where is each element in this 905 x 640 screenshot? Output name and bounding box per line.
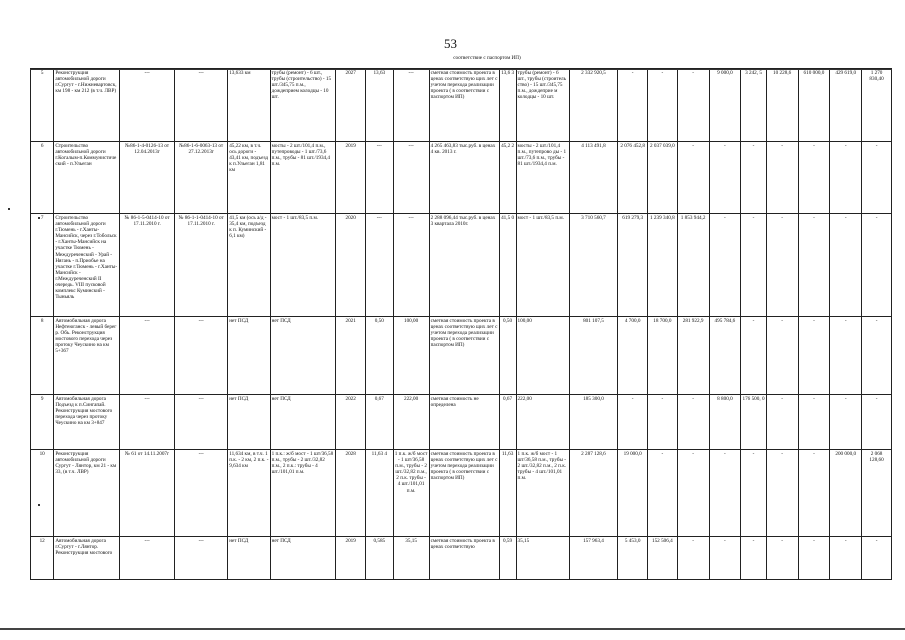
table-cell: -	[618, 395, 648, 450]
table-cell: -	[830, 395, 862, 450]
table-cell: 0,50	[499, 317, 516, 395]
table-cell: 2 332 920,5	[569, 69, 618, 142]
table-cell: 2019	[336, 142, 366, 214]
table-cell: 13,63	[366, 69, 394, 142]
table-cell: 2 037 039,0	[648, 142, 678, 214]
table-row	[31, 142, 892, 214]
table-cell: -	[648, 395, 678, 450]
table-cell: -	[830, 317, 862, 395]
table-cell: -	[798, 317, 830, 395]
table-cell: -	[709, 450, 741, 537]
table-cell: 2022	[336, 395, 366, 450]
table-cell: ---	[120, 69, 175, 142]
table-cell: №86-1-4-0126-13 от 12.04.2013г	[120, 142, 175, 214]
top-note: соответствие с паспортом ИП)	[453, 55, 521, 61]
table-cell: ---	[393, 69, 429, 142]
table-cell: Строительство автомобильной дороги г.Тюмень - г.Ханты-Мансийск, через г.Тобольск - г.Ханты-Мансийск на участке Тюмень - Междуреченский - Урай - Нягань - п.Приобье на участке г.Тюмень - г.Ханты-Мансийск - г.Междуреченский II очередь. VIII пусковой комплекс Куминский - Тыньяль	[54, 214, 120, 317]
table-cell: 45,2 2	[499, 142, 516, 214]
table-cell: -	[677, 395, 709, 450]
table-row	[31, 537, 892, 580]
table-cell: -	[766, 142, 798, 214]
table-row	[31, 317, 892, 395]
table-cell: 5	[31, 69, 54, 142]
table-cell: -	[766, 450, 798, 537]
table-cell: Реконструкция автомобильной дороги г.Сургут - г.Нижневартовск, км 198 - км 212 (в т.ч. ЛВР)	[54, 69, 120, 142]
table-cell: 2027	[336, 69, 366, 142]
table-cell: 1 п.к.: ж/б мост - 1 шт/36,58 п.м., трубы - 2 шт./32,82 п.м., 2 п.к.: трубы - 4 шт./101,01 п.м.	[270, 450, 336, 537]
table-cell: нет ПСД	[228, 537, 270, 580]
table-cell: 9 000,0	[709, 69, 741, 142]
scan-speck	[8, 208, 10, 210]
table-cell: 222,00	[516, 395, 569, 450]
table-cell: 35,15	[393, 537, 429, 580]
table-cell: нет ПСД	[270, 317, 336, 395]
table-cell: -	[862, 317, 892, 395]
table-cell: -	[766, 537, 798, 580]
table-cell: -	[618, 69, 648, 142]
table-cell: № 61 от 14.11.2007г	[120, 450, 175, 537]
table-cell: 176 500, 0	[741, 395, 766, 450]
table-cell: 1 п.к. ж/б мост - 1 шт/36,58 п.м., трубы - 2 шт./32,82 п.м., 2 п.к. трубы - 4 шт./101,01 п.м.	[516, 450, 569, 537]
table-cell: 3 710 560,7	[569, 214, 618, 317]
table-cell: ---	[120, 395, 175, 450]
table-cell: -	[677, 142, 709, 214]
table-cell: 610 000,0	[798, 69, 830, 142]
table-cell: 11,63 4	[366, 450, 394, 537]
table-cell: 1 239 340,8	[648, 214, 678, 317]
table-cell: мосты - 2 шт./101,4 п.м., путепрово ды - 1 шт./73,6 п.м., трубы - 81 шт./1934,4 п.м.	[516, 142, 569, 214]
table-cell: 5 453,0	[618, 537, 648, 580]
table-cell: 0,67	[366, 395, 394, 450]
table-cell: 1 п.к. ж/б мост - 1 шт/36,58 п.м., трубы - 2 шт./32,82 п.м., 2 п.к. трубы - 4 шт./101,01 п.м.	[393, 450, 429, 537]
table-cell: 8 800,0	[709, 395, 741, 450]
table-cell: сметная стоимость проекта в ценах соответствую	[429, 537, 499, 580]
table-cell: -	[741, 537, 766, 580]
table-cell: 619 279,3	[618, 214, 648, 317]
table-cell: -	[798, 142, 830, 214]
table-cell: ---	[366, 214, 394, 317]
page-bottom-edge	[0, 628, 905, 630]
scan-speck	[38, 217, 40, 219]
table-cell: 222,00	[393, 395, 429, 450]
table-cell: ---	[393, 142, 429, 214]
table-cell: -	[677, 537, 709, 580]
table-cell: 1 270 830,40	[862, 69, 892, 142]
table-cell: №86-1-6-0063-13 от 27.12.2013г	[175, 142, 228, 214]
table-cell: ---	[175, 395, 228, 450]
table-cell: 41,5 км (ось а/д - 35,4 км, подъезд к п. Куминский - 6,1 км)	[228, 214, 270, 317]
table-cell: ---	[366, 142, 394, 214]
table-cell: 12	[31, 537, 54, 580]
table-cell: 41,5 0	[499, 214, 516, 317]
table-cell: 2 076 452,8	[618, 142, 648, 214]
table-cell: сметная стоимость проекта в ценах соответствую щих лет с учетом перехода реализации проекта ( в соответствии с паспортом ИП)	[429, 317, 499, 395]
table-cell: трубы (ремонт) - 6 шт., трубы (строительство) - 15 шт./345,75 п.м., дождеприем колодцы - 10 шт.	[270, 69, 336, 142]
table-cell: ---	[175, 69, 228, 142]
table-cell: мост - 1 шт./83,5 п.м.	[270, 214, 336, 317]
table-cell: -	[766, 317, 798, 395]
table-cell: № 86-1-5-0414-10 от 17.11.2010 г.	[120, 214, 175, 317]
table-cell: 429 619,0	[830, 69, 862, 142]
table-cell: -	[798, 537, 830, 580]
table-cell: 100,00	[516, 317, 569, 395]
table-cell: 4 113 491,8	[569, 142, 618, 214]
table-cell: -	[648, 450, 678, 537]
table-cell: -	[798, 214, 830, 317]
table-cell: -	[830, 214, 862, 317]
table-cell: Автомобильная дорога Подъезд к п.Сингапай. Реконструкция мостового перехода через протоку Чеускино на км 3+847	[54, 395, 120, 450]
table-cell: 0,585	[366, 537, 394, 580]
table-row	[31, 214, 892, 317]
table-cell: -	[741, 450, 766, 537]
table-cell: сметная стоимость проекта в ценах соответствую щих лет с учетом перехода реализации проекта ( в соответствии с паспортом ИП)	[429, 450, 499, 537]
scan-line	[30, 69, 892, 70]
table-cell: 281 922,9	[677, 317, 709, 395]
table-cell: -	[741, 214, 766, 317]
table-cell: 2019	[336, 537, 366, 580]
table-cell: 2021	[336, 317, 366, 395]
table-cell: трубы (ремонт) - 6 шт., трубы (строитель ство) - 15 шт./345,75 п.м., дождеприе м колодцы - 10 шт.	[516, 69, 569, 142]
table-cell: -	[741, 317, 766, 395]
table-cell: 185 300,0	[569, 395, 618, 450]
table-cell: нет ПСД	[228, 395, 270, 450]
table-cell: -	[648, 69, 678, 142]
table-cell: 2 288 096,44 тыс.руб. в ценах 3 квартала 2010г.	[429, 214, 499, 317]
table-cell: -	[798, 395, 830, 450]
table-cell: № 86-1-1-0414-10 от 17.11.2010 г.	[175, 214, 228, 317]
works-table-sheet	[30, 68, 892, 580]
table-cell: -	[862, 214, 892, 317]
table-cell: Строительство автомобильной дороги г.Когалым-п.Коммунистиче ский - п.Ульеган	[54, 142, 120, 214]
table-cell: 18 700,0	[648, 317, 678, 395]
table-cell: -	[862, 395, 892, 450]
table-cell: нет ПСД	[270, 537, 336, 580]
page-number: 53	[444, 36, 457, 51]
scan-speck	[38, 504, 40, 506]
table-cell: 152 506,4	[648, 537, 678, 580]
table-cell: 10 228,6	[766, 69, 798, 142]
table-cell: 2 287 128,6	[569, 450, 618, 537]
table-cell: 2020	[336, 214, 366, 317]
table-cell: -	[862, 142, 892, 214]
table-cell: -	[709, 537, 741, 580]
table-cell: 1 853 944,2	[677, 214, 709, 317]
table-cell: ---	[175, 537, 228, 580]
table-cell: 35,15	[516, 537, 569, 580]
table-cell: 495 784,6	[709, 317, 741, 395]
table-cell: ---	[120, 537, 175, 580]
table-cell: 6	[31, 142, 54, 214]
table-cell: -	[677, 69, 709, 142]
table-cell: 11,63	[499, 450, 516, 537]
table-cell: -	[798, 450, 830, 537]
table-cell: Автомобильная дорога Нефтеюганск - левый берег р. Обь. Реконструкция мостового перехода через протоку Чеускино на км 5+367	[54, 317, 120, 395]
table-cell: нет ПСД	[228, 317, 270, 395]
table-cell: -	[766, 395, 798, 450]
table-cell: 9	[31, 395, 54, 450]
table-cell: 100,00	[393, 317, 429, 395]
table-cell: 0,67	[499, 395, 516, 450]
table-cell: 11,634 км, в т.ч. 1 п.к. - 2 км, 2 п.к. - 9,634 км	[228, 450, 270, 537]
table-cell: 4 265 463,83 тыс.руб. в ценах 4 кв. 2013 г.	[429, 142, 499, 214]
table-cell: -	[830, 142, 862, 214]
table-cell: 0,50	[366, 317, 394, 395]
table-cell: ---	[120, 317, 175, 395]
table-cell: ---	[393, 214, 429, 317]
works-table	[30, 68, 892, 580]
table-cell: -	[741, 142, 766, 214]
table-cell: 13,6 3	[499, 69, 516, 142]
table-cell: -	[709, 142, 741, 214]
table-cell: мост - 1 шт./83,5 п.м.	[516, 214, 569, 317]
table-cell: -	[709, 214, 741, 317]
table-row	[31, 69, 892, 142]
table-cell: -	[677, 450, 709, 537]
table-cell: 3 242, 5	[741, 69, 766, 142]
table-cell: сметная стоимость проекта в ценах соответствую щих лет с учетом перехода реализации проекта ( в соответствии с паспортом ИП)	[429, 69, 499, 142]
table-cell: 2028	[336, 450, 366, 537]
table-cell: 8	[31, 317, 54, 395]
table-row	[31, 450, 892, 537]
table-cell: 7	[31, 214, 54, 317]
table-cell: Реконструкция автомобильной дороги Сургут - Лянтор, км 21 - км 33, (в т.ч. ЛВР)	[54, 450, 120, 537]
table-cell: мосты - 2 шт./101,4 п.м., путепроводы - 1 шт./73,6 п.м., трубы - 81 шт./1934,4 п.м.	[270, 142, 336, 214]
table-cell: -	[766, 214, 798, 317]
table-cell: сметная стоимость не определена	[429, 395, 499, 450]
table-cell: 2 068 128,60	[862, 450, 892, 537]
table-cell: Автомобильная дорога г.Сургут - г.Лянтор. Реконструкция мостового	[54, 537, 120, 580]
table-cell: 4 700,0	[618, 317, 648, 395]
table-cell: 200 000,0	[830, 450, 862, 537]
table-cell: 801 107,5	[569, 317, 618, 395]
table-row	[31, 395, 892, 450]
table-cell: 0,59	[499, 537, 516, 580]
table-cell: 157 963,4	[569, 537, 618, 580]
table-cell: ---	[175, 450, 228, 537]
table-cell: -	[862, 537, 892, 580]
table-cell: 19 000,0	[618, 450, 648, 537]
table-cell: 45,22 км, в т.ч. ось дороги - 43,41 км, подъезд к п.Ульеган 1,81 км	[228, 142, 270, 214]
table-cell: ---	[175, 317, 228, 395]
table-cell: 10	[31, 450, 54, 537]
table-cell: нет ПСД	[270, 395, 336, 450]
table-cell: -	[830, 537, 862, 580]
table-cell: 13,633 км	[228, 69, 270, 142]
